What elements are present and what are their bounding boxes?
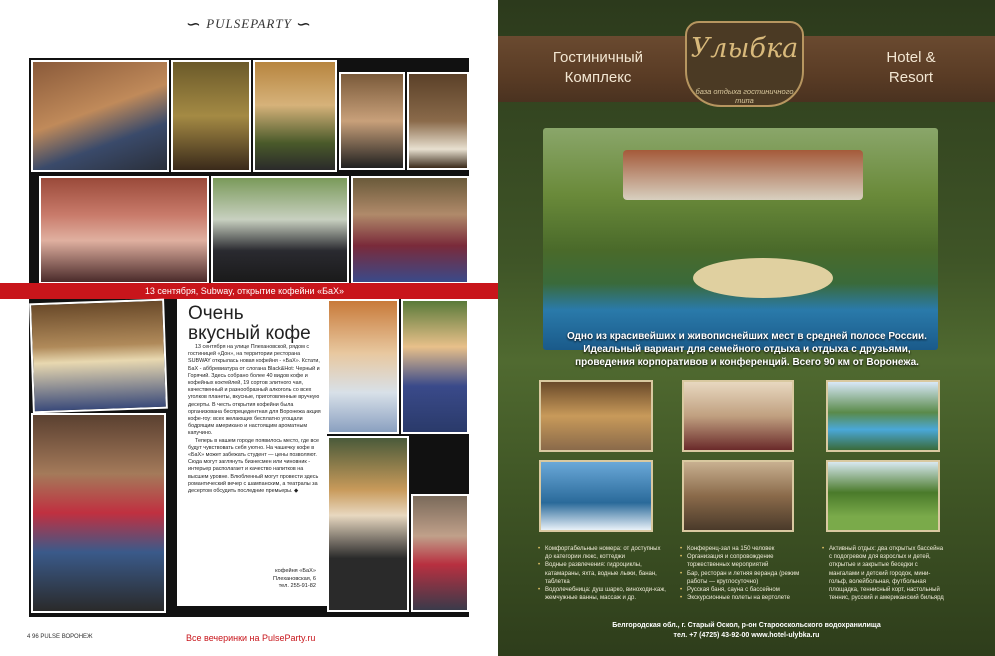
hotel-logo-subtitle: база отдыха гостиничного типа	[695, 87, 794, 105]
banner-right-text: Hotel & Resort	[886, 49, 936, 86]
article-paragraph: 13 сентября на улице Плехановской, рядом с гостиницей «Дон», на территории ресторана SUBWAY открылась новая кофейня - «БаХ». Кстати, БаХ - аббревиатура от слогана Black&Hot: Черный и Горячий. Здесь собрано более 40 видов кофе и кофейных коктейлей, 19 сортов элитного чая, качественный и разнообразный алкоголь со всех уголков планеты, вкусные, приготовленные вручную десерты. В честь открытия кофейни была организована беспрецедентная для Воронежа акция кофе-гоу: всех желающих бесплатно угощали бодрящим американо и настоящим ароматным капучино.	[188, 344, 321, 437]
hotel-logo: Улыбка	[690, 33, 799, 64]
feature-item: • Экскурсионные полеты на вертолете	[680, 594, 810, 602]
section-header: ∽ PULSEPARTY ∽	[185, 14, 313, 34]
hotel-contacts[interactable]: тел. +7 (4725) 43-92-00 www.hotel-ulybka.ru	[673, 632, 820, 639]
article-paragraph: Теперь в нашем городе появилось место, где все будут чувствовать себя уютно. На чашечку кофе в «БаХ» может забежать студент — цены позволяют. Сюда могут заглянуть бизнесмен или чиновник - интерьер располагает и качество напитков на высшем уровне. Влюбленный могут провести здесь романтический вечер с шампанским, а театралы за десертом обсудить последние премьеры. ◆	[188, 437, 320, 495]
jet-ski-photo	[539, 460, 653, 532]
feature-item: • Водолечебница: душ шарко, виноходи-каж, жемчужные ванны, массаж и др.	[538, 586, 668, 602]
ad-tagline: Одно из красивейших и живописнейших мест в средней полосе России. Идеальный вариант для семейного отдыха и отдыха с друзьями, проведения корпоративов и конференций. Всего 90 км от Воронежа.	[567, 331, 927, 368]
feature-item: • Русская баня, сауна с бассейном	[680, 586, 810, 594]
venue-signature: кофейня «БаХ» Плехановская, 6 тел. 255-91-82	[273, 568, 316, 589]
resort-aerial-photo	[543, 128, 938, 350]
restaurant-photo	[539, 380, 653, 452]
party-photo	[31, 60, 169, 172]
party-photo	[171, 60, 251, 172]
feature-item: • Бар, ресторан и летняя веранда (режим работы — круглосуточно)	[680, 570, 810, 586]
party-photo	[401, 299, 469, 434]
event-caption-bar: 13 сентября, Subway, открытие кофейни «БаХ»	[0, 283, 498, 299]
party-photo	[29, 299, 168, 414]
pool-photo	[826, 380, 940, 452]
gazebo-photo	[826, 460, 940, 532]
feature-item: • Водные развлечения: гидроциклы, катамараны, яхта, водные лыжи, банан, таблетка	[538, 561, 668, 586]
article-body	[188, 344, 321, 495]
footer-link[interactable]: Все вечеринки на PulseParty.ru	[186, 633, 316, 643]
party-photo	[31, 413, 166, 613]
features-list-2	[680, 545, 810, 602]
party-photo	[327, 436, 409, 612]
hotel-room-photo	[682, 380, 794, 452]
party-photo	[253, 60, 337, 172]
banner-left-text: Гостиничный Комплекс	[552, 49, 644, 86]
feature-item: • Организация и сопровождение торжественных мероприятий	[680, 553, 810, 569]
party-photo	[327, 299, 399, 434]
hotel-address: Белгородская обл., г. Старый Оскол, р-он Старооскольского водохранилища тел. +7 (4725) 43-92-00 www.hotel-ulybka.ru	[498, 621, 995, 641]
features-list-1	[538, 545, 668, 602]
feature-item: • Конференц-зал на 150 человек	[680, 545, 810, 553]
party-photo	[411, 494, 469, 612]
party-photo	[39, 176, 209, 284]
party-photo	[211, 176, 349, 284]
page-footer: 4 96 PULSE ВОРОНЕЖ	[27, 634, 93, 640]
feature-item: • Активный отдых: два открытых бассейна с подогревом для взрослых и детей, открытые и закрытые беседки с мангалами и детский городок, мини-гольф, волейбольная, футбольная площадка, теннисный корт, настольный теннис, русский и американский бильярд	[822, 545, 947, 602]
features-list-3	[822, 545, 947, 602]
party-photo	[351, 176, 469, 284]
party-photo	[407, 72, 469, 170]
conference-room-photo	[682, 460, 794, 532]
party-photo	[339, 72, 405, 170]
feature-item: • Комфортабельные номера: от доступных до категории люкс, коттеджи	[538, 545, 668, 561]
article-title: Очень вкусный кофе	[188, 303, 311, 344]
